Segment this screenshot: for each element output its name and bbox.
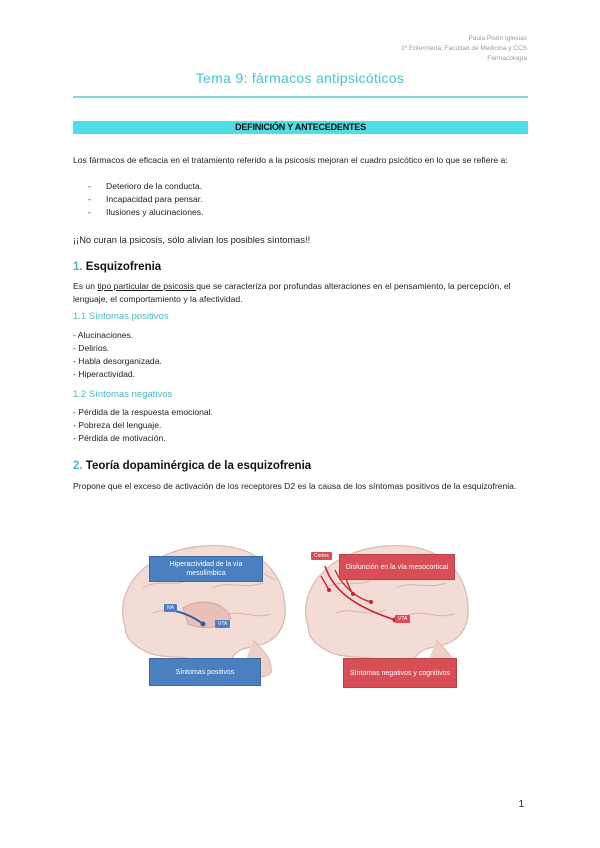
vta-tag-left: VTA: [215, 620, 230, 628]
cortex-tag: Cortex: [311, 552, 332, 560]
intro-note: ¡¡No curan la psicosis, sólo alivian los posibles síntomas!!: [73, 235, 311, 245]
intro-item-1: - Deterioro de la conducta.: [88, 181, 203, 191]
section-bar-label: DEFINICIÓN Y ANTECEDENTES: [235, 122, 366, 132]
positive-symptoms-label: Síntomas positivos: [149, 658, 261, 686]
intro-item-3: - Ilusiones y alucinaciones.: [88, 207, 204, 217]
title-divider: [73, 96, 528, 98]
subsection-1-2-heading: 1.2 Síntomas negativos: [73, 389, 173, 400]
header-author: Paula Pisón Iglesias: [468, 35, 527, 42]
page-title: Tema 9: fármacos antipsicóticos: [195, 70, 405, 86]
intro-item-2: - Incapacidad para pensar.: [88, 194, 203, 204]
mesocortical-label: Disfunción en la vía mesocortical: [339, 554, 455, 580]
list-item: - Pobreza del lenguaje.: [73, 420, 162, 430]
header-course: 1º Enfermería, Facultad de Medicina y CCS: [401, 45, 527, 52]
section-2-heading: 2. Teoría dopaminérgica de la esquizofrenia: [73, 460, 312, 472]
vta-tag-right: VTA: [395, 615, 410, 623]
intro-text: Los fármacos de eficacia en el tratamiento referido a la psicosis mejoran el cuadro psicótico en lo que se refiere a:: [73, 155, 508, 165]
page-number: 1: [518, 799, 524, 810]
section-1-text: Es un tipo particular de psicosis que se caracteriza por profundas alteraciones en el pensamiento, la percepción, el lenguaje, el comportamiento y la afectividad.: [73, 281, 511, 304]
section-1-heading: 1. Esquizofrenia: [73, 261, 162, 273]
na-tag: NA: [164, 604, 177, 612]
section-bar: [73, 121, 528, 134]
list-item: - Pérdida de la respuesta emocional.: [73, 407, 213, 417]
list-item: - Hiperactividad.: [73, 369, 136, 379]
header-subject: Farmacología: [487, 55, 527, 62]
list-item: - Alucinaciones.: [73, 330, 134, 340]
list-item: - Pérdida de motivación.: [73, 433, 166, 443]
mesolimbic-label: Hiperactividad de la vía mesolímbica: [149, 556, 263, 582]
negative-symptoms-label: Síntomas negativos y cognitivos: [343, 658, 457, 688]
subsection-1-1-heading: 1.1 Síntomas positivos: [73, 311, 169, 322]
list-item: - Delirios.: [73, 343, 110, 353]
list-item: - Habla desorganizada.: [73, 356, 162, 366]
section-2-text: Propone que el exceso de activación de los receptores D2 es la causa de los síntomas positivos de la esquizofrenia.: [73, 481, 517, 491]
dopamine-pathways-figure: [103, 528, 483, 708]
